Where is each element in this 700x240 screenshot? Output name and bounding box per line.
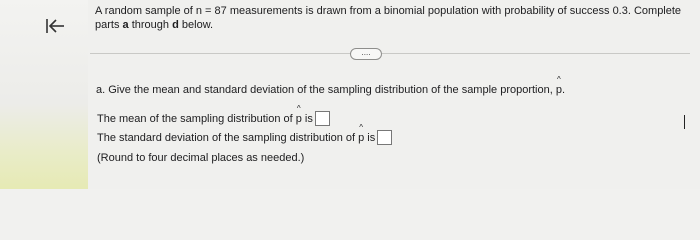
- p-hat-symbol: ^ p: [556, 83, 562, 97]
- p-hat-symbol: ^ p: [358, 131, 364, 145]
- scroll-marker: [684, 115, 685, 129]
- part-a-question: [96, 83, 565, 97]
- sd-answer-input[interactable]: [377, 130, 392, 145]
- is-word: is: [367, 131, 376, 144]
- part-d-ref: d: [172, 19, 179, 31]
- sd-label: The standard deviation of the sampling distribution of: [97, 131, 356, 144]
- part-a-label: a.: [96, 84, 106, 96]
- back-to-start-button[interactable]: [40, 12, 70, 40]
- part-a-text: Give the mean and standard deviation of the sampling distribution of the sample proportion,: [108, 84, 553, 96]
- back-to-start-icon: [45, 17, 65, 35]
- mean-answer-line: [97, 111, 330, 126]
- mean-answer-input[interactable]: [315, 111, 330, 126]
- sd-answer-line: [97, 130, 392, 145]
- part-a-end: .: [561, 84, 566, 96]
- mean-label: The mean of the sampling distribution of: [97, 112, 293, 125]
- p-hat-symbol: ^ p: [296, 112, 302, 126]
- part-a-ref: a: [122, 19, 129, 31]
- below-word: below.: [181, 19, 214, 31]
- section-divider: [90, 53, 690, 54]
- through-word: through: [131, 19, 170, 31]
- expand-more-button[interactable]: [350, 48, 382, 60]
- problem-statement: [95, 4, 685, 32]
- is-word: is: [304, 112, 313, 125]
- problem-intro: A random sample of n = 87 measurements is drawn from a binomial population with probability of success 0.3. Complete parts: [95, 5, 682, 31]
- rounding-note: (Round to four decimal places as needed.): [97, 152, 305, 164]
- more-dots: ....: [361, 47, 371, 57]
